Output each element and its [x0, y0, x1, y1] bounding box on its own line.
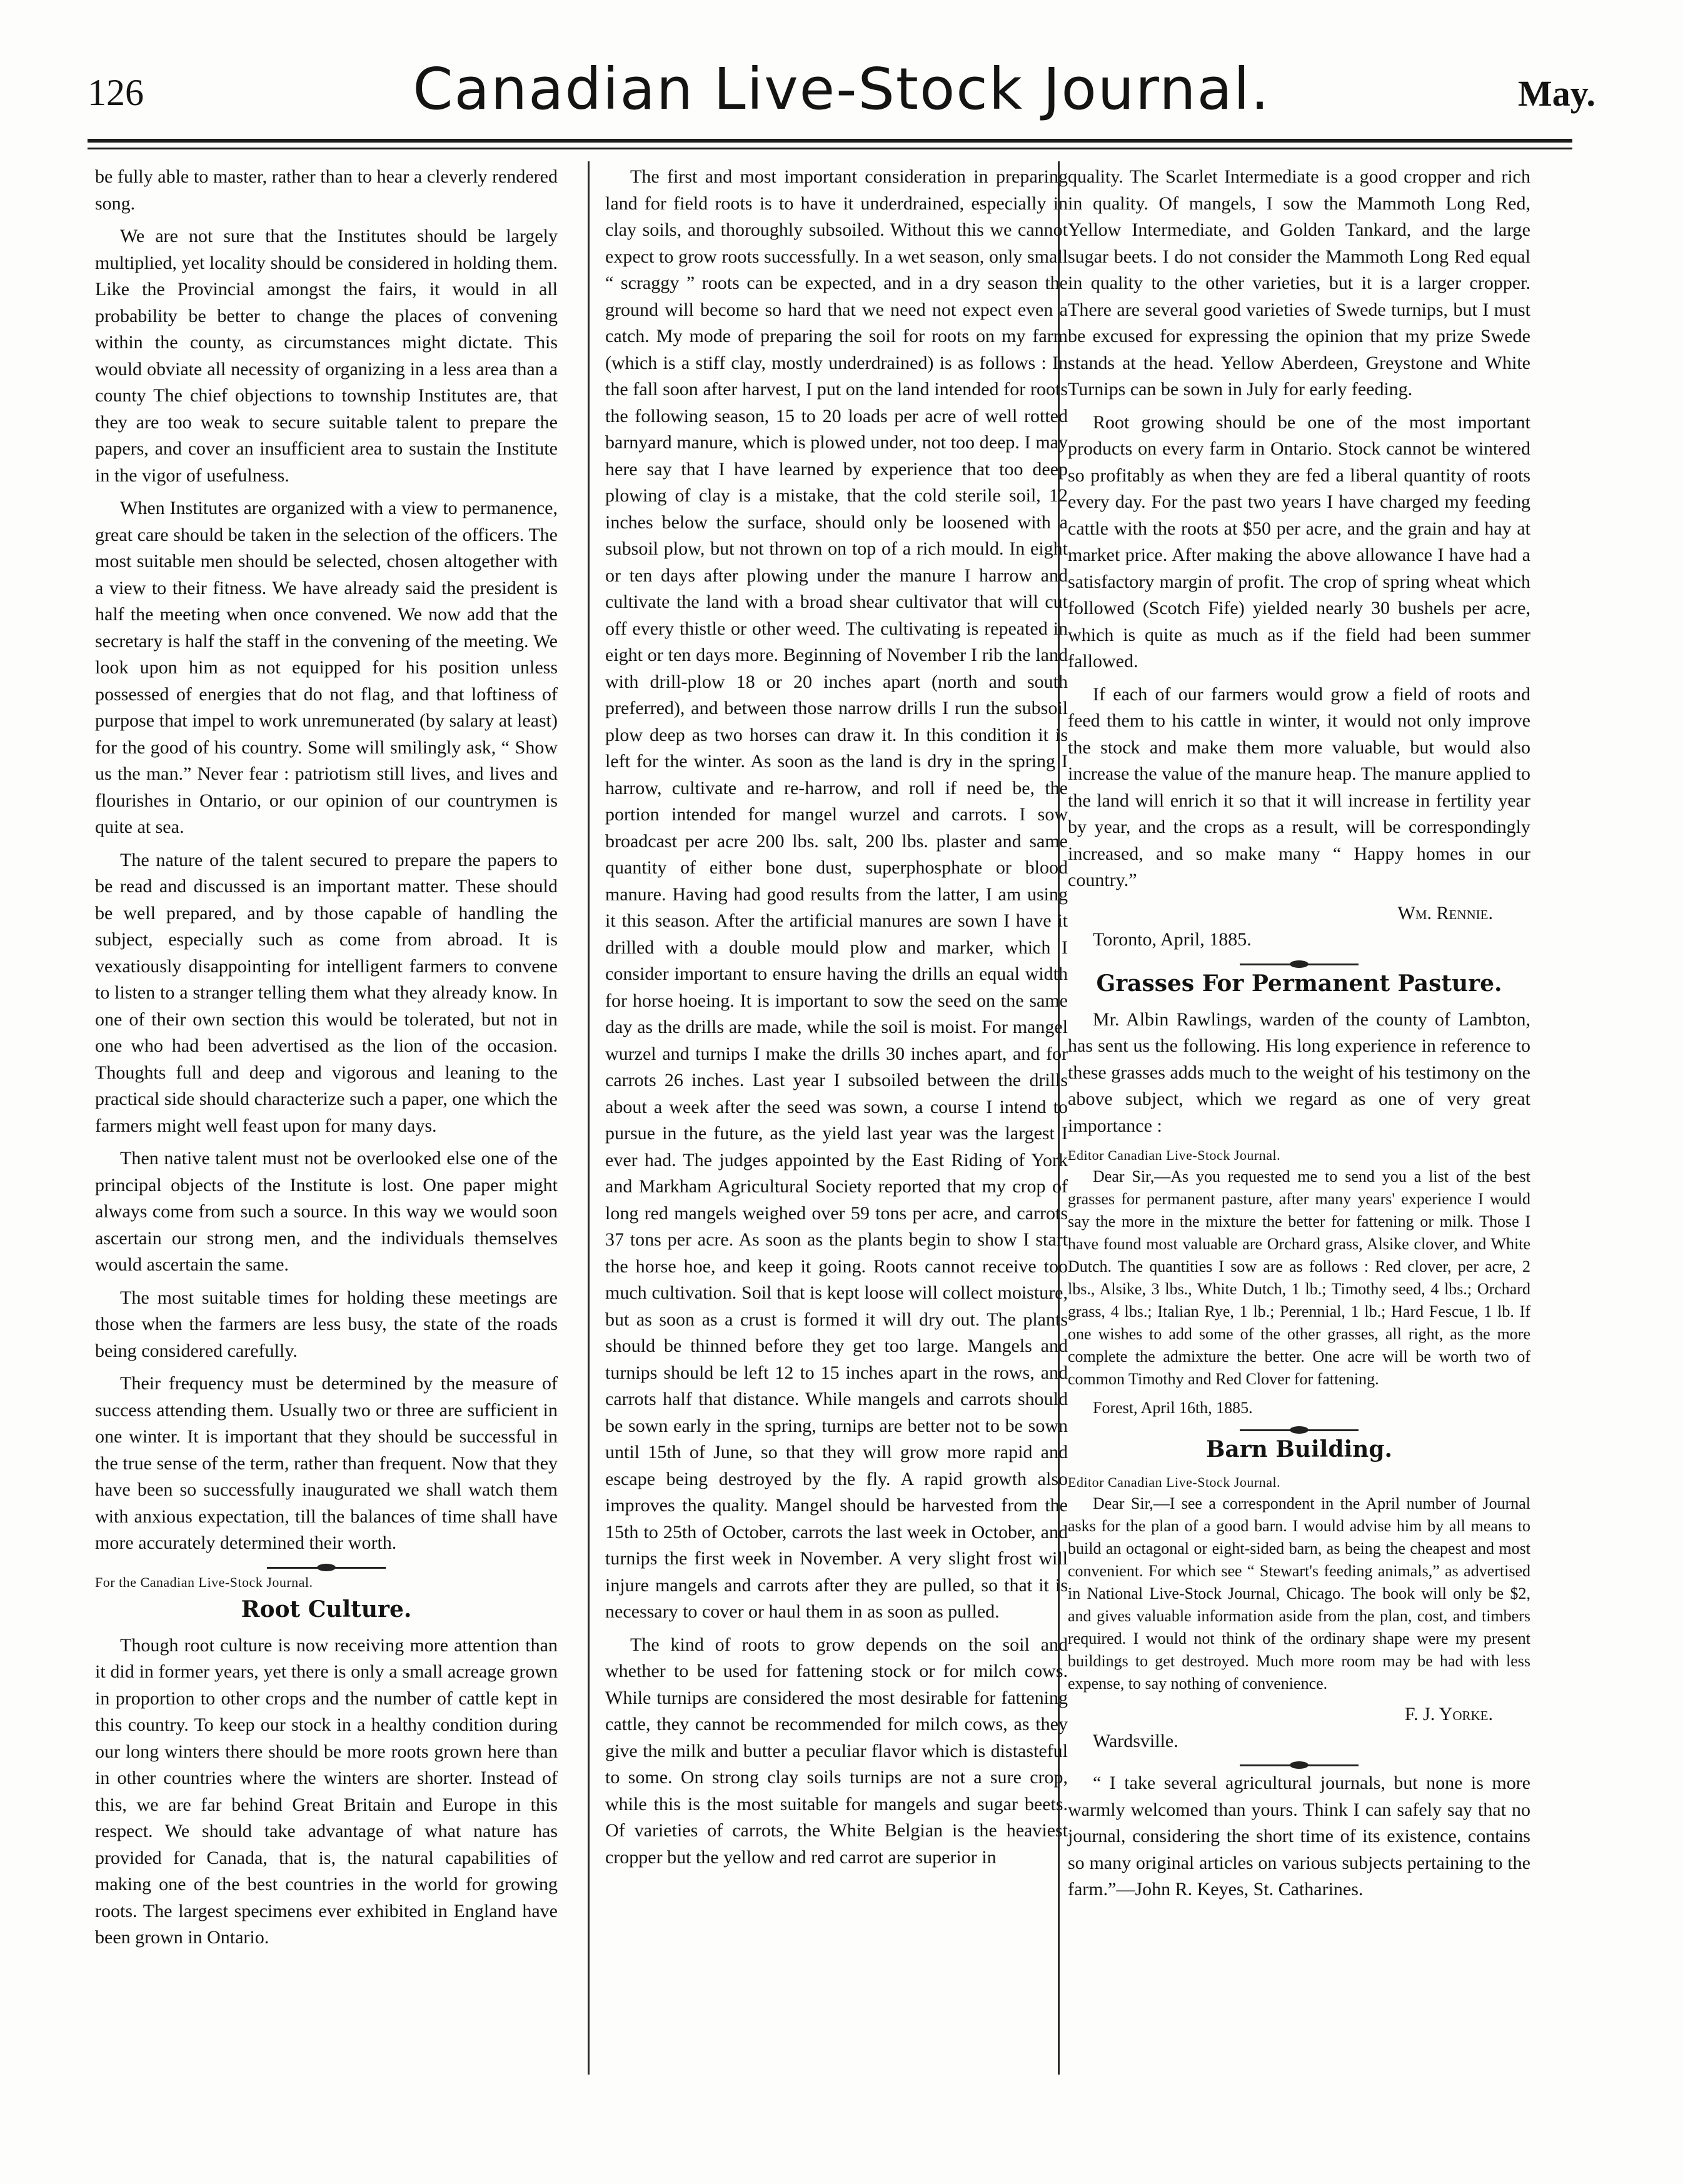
column-middle [605, 164, 1068, 1877]
header-rule-thin [88, 148, 1572, 149]
paragraph: Though root culture is now receiving more attention than it did in former years, yet there is only a small acreage grown in proportion to other crops and the number of cattle kept in this country. To keep our stock in a healthy condition during our long winters there should be more roots grown here than in other countries where the winters are shorter. Instead of this, we are far behind Great Britain and Europe in this respect. We should take advantage of what nature has provided for Canada, that is, the natural capabilities of making one of the best countries in the world for growing roots. The largest specimens ever exhibited in England have been grown in Ontario. [95, 1634, 558, 1948]
article-heading-root-culture: Root Culture. [241, 1596, 412, 1623]
paragraph: If each of our farmers would grow a field of roots and feed them to his cattle in winter, it would not only improve the stock and make them more valuable, but would also increase the value of the manure heap. The manure applied to the land will enrich it so that it will increase in fertility year by year, and the crops as a result, will be correspondingly increased, and so make many “ Happy homes in our country.” [1068, 683, 1530, 890]
masthead-title: Canadian Live-Stock Journal. [413, 56, 1270, 123]
dateline: Toronto, April, 1885. [1093, 929, 1252, 950]
section-separator [1240, 1429, 1359, 1431]
paragraph: We are not sure that the Institutes should be largely multiplied, yet locality should be considered in holding them. Like the Provincial amongst the fairs, it would in all probability be better to change the places of convening within the county, as circumstances might dictate. This would obviate all necessity of organizing in a less area than a county The chief objections to township Institutes are, that they are too weak to secure suitable talent to prepare the papers, and cover an insufficient area to sustain the Institute in the vigor of usefulness. [95, 226, 558, 486]
article-credit: For the Canadian Live-Stock Journal. [95, 1574, 313, 1590]
paragraph: The kind of roots to grow depends on the soil and whether to be used for fattening stock or for milch cows. While turnips are considered the most desirable for fattening cattle, they cannot be recommended for milch cows, as they give the milk and butter a peculiar flavor which is distasteful to some. On strong clay soils turnips are not a sure crop, while this is the most suitable for mangels and sugar beets. Of varieties of carrots, the White Belgian is the heaviest cropper but the yellow and red carrot are superior in [605, 1634, 1068, 1868]
article-heading-barn-building: Barn Building. [1205, 1436, 1393, 1462]
paragraph: The first and most important consideration in preparing land for field roots is to have it underdrained, especially in clay soils, and thoroughly subsoiled. Without this we cannot expect to grow roots successfully. In a wet season, only small “ scraggy ” roots can be expected, and in a dry season the ground will become so hard that we need not expect even a catch. My mode of preparing the soil for roots on my farm (which is a stiff clay, mostly underdrained) is as follows : In the fall soon after harvest, I put on the land intended for roots the following season, 15 to 20 loads per acre of well rotted barnyard manure, which is plowed under, not too deep. I may here say that I have learned by experience that too deep plowing of clay is a mistake, that the cold sterile soil, 12 inches below the surface, should only be loosened with a subsoil plow, but not thrown on top of a rich mould. In eight or ten days after plowing under the manure I harrow and cultivate the land with a broad shear cultivator that will cut off every thistle or other weed. The cultivating is repeated in eight or ten days more. Beginning of November I rib the land with drill-plow 18 or 20 inches apart (north and south preferred), and between those narrow drills I run the subsoil plow deep as two horses can draw it. In this condition it is left for the winter. As soon as the land is dry in the spring I harrow, cultivate and re-harrow, and roll if need be, the portion intended for mangel wurzel and carrots. I sow broadcast per acre 200 lbs. salt, 200 lbs. plaster and same quantity of either bone dust, superphosphate or blood manure. Having had good results from the latter, I am using it this season. After the artificial manures are sown I have it drilled with a double mould plow and marker, which I consider important to ensure having the drills an equal width for horse hoeing. It is important to sow the seed on the same day as the drills are made, while the soil is moist. For mangel wurzel and turnips I make the drills 30 inches apart, and for carrots 26 inches. Last year I subsoiled between the drills about a week after the seed was sown, a course I intend to pursue in the future, as the yield last year was the largest I ever had. The judges appointed by the East Riding of York and Markham Agricultural Society reported that my crop of long red mangels weighed over 59 tons per acre, and carrots 37 tons per acre. As soon as the plants begin to show I start the horse hoe, and keep it going. Roots cannot receive too much cultivation. Soil that is kept loose will collect moisture, but as soon as a crust is formed it will dry out. The plants should be thinned before they get too large. Mangels and turnips should be left 12 to 15 inches apart in the rows, and carrots half that distance. While mangels and carrots should be sown early in the spring, turnips are better not to be sown until 15th of June, so that they will grow more rapid and escape being destroyed by the fly. A rapid growth also improves the quality. Mangel should be harvested from the 15th to 25th of October, carrots the last week in October, and turnips the first week in November. A very slight frost will injure mangels and carrots after they are pulled, so that it is necessary to cover or haul them in as soon as pulled. [605, 166, 1068, 1622]
header-rule-thick [88, 139, 1572, 143]
letter-paragraph: Dear Sir,—I see a correspondent in the April number of Journal asks for the plan of a good barn. I would advise him by all means to build an octagonal or eight-sided barn, as being the cheapest and most convenient. For which see “ Stewart's feeding animals,” as advertised in National Live-Stock Journal, Chicago. The book will only be $2, and gives valuable information aside from the plan, cost, and timbers required. I would not think of the ordinary shape were my present buildings to get destroyed. Much more room may be had with less expense, to say nothing of convenience. [1068, 1494, 1530, 1693]
dateline: Forest, April 16th, 1885. [1093, 1399, 1253, 1417]
column-left [95, 164, 558, 1958]
paragraph: Mr. Albin Rawlings, warden of the county of Lambton, has sent us the following. His long experience in reference to these grasses adds much to the weight of his testimony on the above subject, which we regard as one of very great importance : [1068, 1009, 1530, 1136]
paragraph: Their frequency must be determined by the measure of success attending them. Usually two or three are sufficient in one winter. It is important that they should be successful in the true sense of the term, rather than frequent. Now that they have been so successfully inaugurated we shall watch them with anxious expectation, till the balances of time shall have more accurately determined their worth. [95, 1373, 558, 1553]
paragraph: Then native talent must not be overlooked else one of the principal objects of the Institute is lost. One paper might always come from such a source. In this way we would soon ascertain our strong men, and the individuals themselves would ascertain the same. [95, 1148, 558, 1275]
column-divider-left [588, 161, 590, 2075]
page-number: 126 [88, 72, 144, 113]
paragraph: Root growing should be one of the most important products on every farm in Ontario. Stock cannot be wintered so profitably as when they are fed a liberal quantity of roots every day. For the past two years I have charged my feeding cattle with the roots at $50 per acre, and the grain and hay at market price. After making the above allowance I have had a satisfactory margin of profit. The crop of spring wheat which followed (Scotch Fife) yielded nearly 30 bushels per acre, which is quite as much as if the field had been summer fallowed. [1068, 411, 1530, 672]
testimonial-quote: “ I take several agricultural journals, but none is more warmly welcomed than yours. Think I can safely say that no journal, considering the short time of its existence, contains so many original articles on various subjects pertaining to the farm.”—John R. Keyes, St. Catharines. [1068, 1773, 1530, 1900]
paragraph: The nature of the talent secured to prepare the papers to be read and discussed is an important matter. These should be well prepared, and by those capable of handling the subject, especially such as come from abroad. It is vexatiously disappointing for intelligent farmers to convene to listen to a stranger telling them what they already know. In one of their own section this would be tolerated, but not in one who had been advertised as the lion of the occasion. Thoughts full and deep and vigorous and leaning to the practical side should characterize such a paper, one which the farmers might well feast upon for many days. [95, 849, 558, 1136]
paragraph: When Institutes are organized with a view to permanence, great care should be taken in the selection of the officers. The most suitable men should be selected, chosen altogether with a view to their fitness. We have already said the president is half the meeting when once convened. We now add that the secretary is half the staff in the convening of the meeting. We look upon him as not equipped for his position unless possessed of energies that do not flag, and that loftiness of purpose that impel to work unremunerated (by salary at least) for the good of his country. Some will smilingly ask, “ Show us the man.” Never fear : patriotism still lives, and lives and flourishes in Ontario, or our opinion of our countrymen is quite at sea. [95, 498, 558, 837]
section-separator [1240, 964, 1359, 965]
paragraph: The most suitable times for holding these meetings are those when the farmers are less busy, the state of the roads being considered carefully. [95, 1287, 558, 1361]
dateline: Wardsville. [1093, 1730, 1178, 1751]
editor-salutation: Editor Canadian Live-Stock Journal. [1068, 1147, 1281, 1163]
issue-month: May. [1517, 73, 1595, 114]
section-separator [1240, 1764, 1359, 1766]
section-separator [267, 1567, 386, 1569]
article-heading-grasses: Grasses For Permanent Pasture. [1096, 970, 1502, 997]
signature-yorke: F. J. Yorke. [1404, 1704, 1493, 1724]
signature-rennie: Wm. Rennie. [1397, 902, 1493, 923]
column-right [1068, 164, 1530, 1910]
paragraph: be fully able to master, rather than to hear a cleverly rendered song. [95, 166, 558, 214]
paragraph: quality. The Scarlet Intermediate is a good cropper and rich in quality. Of mangels, I sow the Mammoth Long Red, Yellow Intermediate, and Golden Tankard, and the large sugar beets. I do not consider the Mammoth Long Red equal in quality to the other varieties, but it is a larger cropper. There are several good varieties of Swede turnips, but I must be excused for expressing the opinion that my prize Swede stands at the head. Yellow Aberdeen, Greystone and White Turnips can be sown in July for early feeding. [1068, 166, 1530, 400]
letter-paragraph: Dear Sir,—As you requested me to send you a list of the best grasses for permanent pasture, after many years' experience I would say the more in the mixture the better for fattening or milk. Those I have found most valuable are Orchard grass, Alsike clover, and White Dutch. The quantities I sow are as follows : Red clover, per acre, 2 lbs., Alsike, 3 lbs., White Dutch, 1 lb.; Timothy seed, 4 lbs.; Orchard grass, 4 lbs.; Italian Rye, 1 lb.; Perennial, 1 lb.; Hard Fescue, 1 lb. If one wishes to add some of the other grasses, all right, as the more complete the admixture the better. One acre will be worth two of common Timothy and Red Clover for fattening. [1068, 1167, 1530, 1388]
editor-salutation: Editor Canadian Live-Stock Journal. [1068, 1474, 1281, 1490]
